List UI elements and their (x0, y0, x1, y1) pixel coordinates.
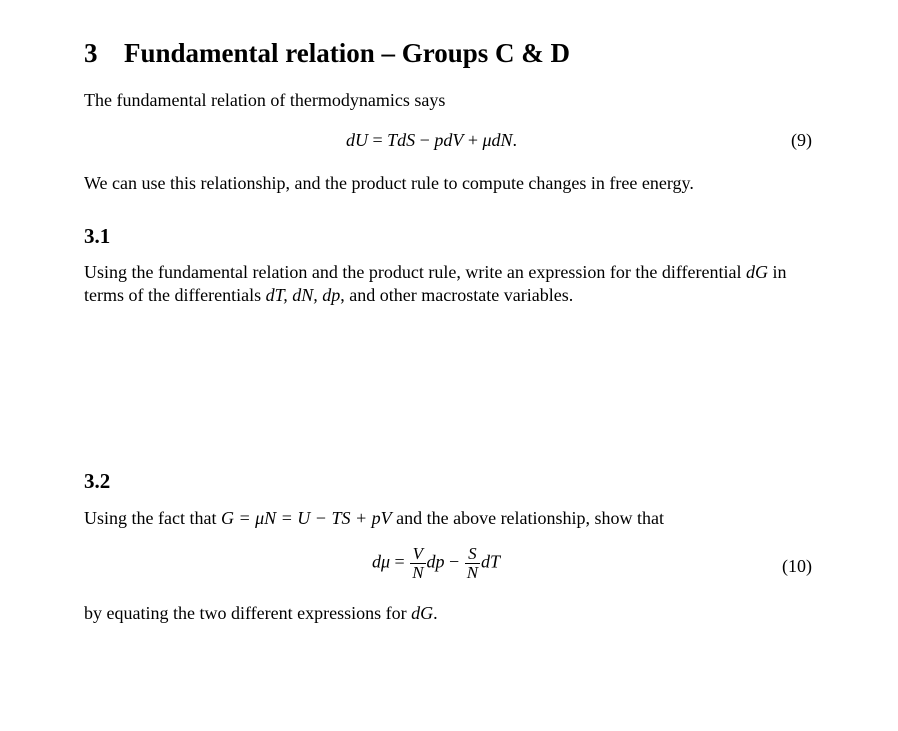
section-title: Fundamental relation – Groups C & D (124, 38, 571, 68)
sub1-line2-vars: dT, dN, dp (265, 285, 341, 305)
eq10-fraction-1 (410, 545, 425, 582)
after-equation-paragraph: We can use this relationship, and the product rule to compute changes in free energy. (84, 173, 694, 193)
equation-9-number: (9) (791, 130, 812, 150)
eq10-frac2-numerator: S (465, 545, 480, 564)
equation-10-number: (10) (782, 556, 812, 576)
eq10-frac1-numerator: V (410, 545, 425, 564)
eq10-fraction-2 (465, 545, 480, 582)
eq10-minus: − (444, 551, 464, 572)
sub1-line2-text-b: , and other macrostate variables. (340, 285, 574, 305)
eq9-TdS: TdS (387, 130, 416, 150)
eq9-mudN: μdN (482, 130, 513, 150)
eq10-dp: dp (426, 551, 445, 572)
eq10-dmu: dμ (372, 551, 391, 572)
eq10-dT: dT (481, 551, 501, 572)
closing-text-b: . (433, 603, 438, 623)
eq9-minus: − (415, 130, 435, 150)
subsection-3-1-number: 3.1 (84, 224, 111, 248)
closing-text-a: by equating the two different expressions for (84, 603, 412, 623)
eq10-frac1-denominator: N (412, 563, 424, 582)
sub2-text-a: Using the fact that (84, 508, 221, 528)
equation-9 (346, 130, 517, 151)
eq9-dU: dU (346, 130, 368, 150)
subsection-3-1-line-2 (84, 284, 573, 306)
intro-paragraph: The fundamental relation of thermodynamics says (84, 90, 446, 110)
sub2-text-b: and the above relationship, show that (391, 508, 665, 528)
eq10-frac2-denominator: N (466, 563, 479, 582)
subsection-3-2-number: 3.2 (84, 469, 111, 493)
sub1-line1-text-b: in (767, 262, 787, 282)
subsection-3-2-line (84, 507, 664, 529)
eq9-period: . (512, 130, 518, 150)
section-number: 3 (84, 38, 98, 68)
closing-paragraph (84, 602, 438, 624)
eq9-plus: + (463, 130, 483, 150)
sub1-line1-var: dG (745, 262, 768, 282)
sub2-math: G = μN = U − TS + pV (220, 508, 392, 528)
eq9-equals: = (368, 130, 388, 150)
eq10-equals: = (390, 551, 410, 572)
equation-10 (372, 545, 500, 582)
eq9-pdV: pdV (434, 130, 464, 150)
subsection-3-1-line-1 (84, 261, 786, 283)
closing-var: dG (411, 603, 434, 623)
sub1-line2-text-a: terms of the differentials (84, 285, 266, 305)
sub1-line1-text-a: Using the fundamental relation and the product rule, write an expression for the differential (84, 262, 746, 282)
